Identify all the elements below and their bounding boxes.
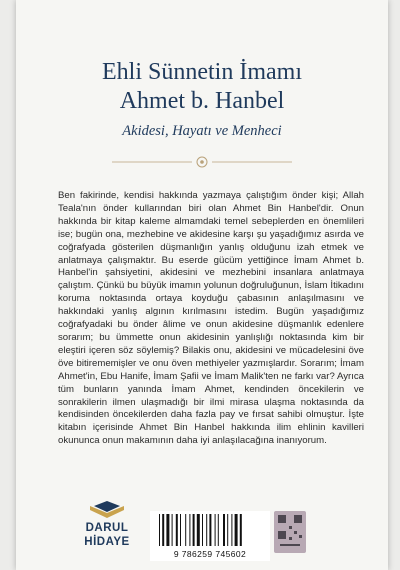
barcode-bar — [218, 514, 219, 546]
isbn-number: 9 786259 745602 — [173, 549, 247, 559]
publisher-logo — [72, 500, 142, 560]
barcode-bar — [180, 514, 181, 546]
barcode-bar — [202, 514, 203, 546]
barcode-bar — [166, 514, 169, 546]
barcode-bar — [162, 514, 164, 546]
divider-ornament-icon — [112, 155, 292, 169]
barcode-bar — [159, 514, 160, 546]
barcode-bar — [176, 514, 178, 546]
open-book-icon — [88, 500, 126, 520]
qr-pattern — [274, 511, 306, 553]
barcode-bar — [206, 514, 207, 546]
barcode-bar — [193, 514, 195, 546]
barcode-bar — [235, 514, 238, 546]
book-title-line1: Ehli Sünnetin İmamı — [102, 59, 302, 85]
barcode-bar — [223, 514, 225, 546]
barcode-bar — [185, 514, 186, 546]
barcode-bar — [215, 514, 216, 546]
publisher-name-line2: HİDAYE — [84, 536, 130, 548]
qr-sticker-icon — [274, 511, 306, 553]
barcode-bar — [231, 514, 232, 546]
barcode-bar — [209, 514, 211, 546]
isbn-barcode — [150, 511, 270, 561]
barcode-bar — [172, 514, 173, 546]
barcode-bar — [197, 514, 200, 546]
book-title-line2: Ahmet b. Hanbel — [119, 88, 285, 114]
barcode-bar — [227, 514, 228, 546]
back-cover-blurb: Ben fakirinde, kendisi hakkında yazmaya çalıştığım önder kişi; Allah Teala'nın önder kullarından biri olan Ahmet Bin Hanbel'dir. Onun hakkında bir kitap kaleme almamdaki temel sebeplerden en önemlileri ise; bugün ona, mezhebine ve akidesine karşı şu yaşadığımız asırda ve coğrafyada gösterilen düşmanlığın yanlış olduğunu izah etmek ve anlatmaya çalışmaktır. Bu eserde gücüm yettiğince İmam Ahmet b. Hanbel'in şahsiyetini, akidesini ve mezhebini insanlara anlatmaya çalıştım. Çünkü bu büyük imamın yolunun doğruluğunun, İslam İtikadını koruma noktasında ortaya koyduğu çabasının anlaşılmasını ve hakkındaki yanlış algının kırılmasını istedim. Bugün yaşadığımız coğrafyadaki bu önder âlime ve onun akidesine düşmanlık edenlere sorarım; bu ümmette onun akidesinin yanlışlığı noktasında kim bir eleştiri içeren söz söylemiş? Bilakis onu, akidesini ve mücadelesini öve öve bitirememişler ve onu öven methiyeler yazmışlardır. Sorarım; İmam Ahmet'in, Ebu Hanife, İmam Şafii ve İmam Malik'ten ne farkı var? Ayrıca tüm bunların yanında İmam Ahmet, kendinden öncekilerin ve sonrakilerin ilmen ulaşmadığı bir ilmi mirasa ulaşma noktasında da kendisinden öncekilerden daha fazla pay ve fırsat sahibi olmuştur. İşte kitabın içerisinde Ahmet Bin Hanbel hakkında ilim ehlinin kavilleri okununca onun makamının daha iyi anlaşılacağına inanıyorum. — [58, 190, 364, 447]
back-cover — [16, 0, 388, 570]
barcode-bars — [158, 514, 262, 546]
book-subtitle: Akidesi, Hayatı ve Menheci — [122, 123, 282, 139]
barcode-bar — [240, 514, 242, 546]
publisher-name-line1: DARUL — [85, 522, 129, 534]
barcode-bar — [189, 514, 190, 546]
